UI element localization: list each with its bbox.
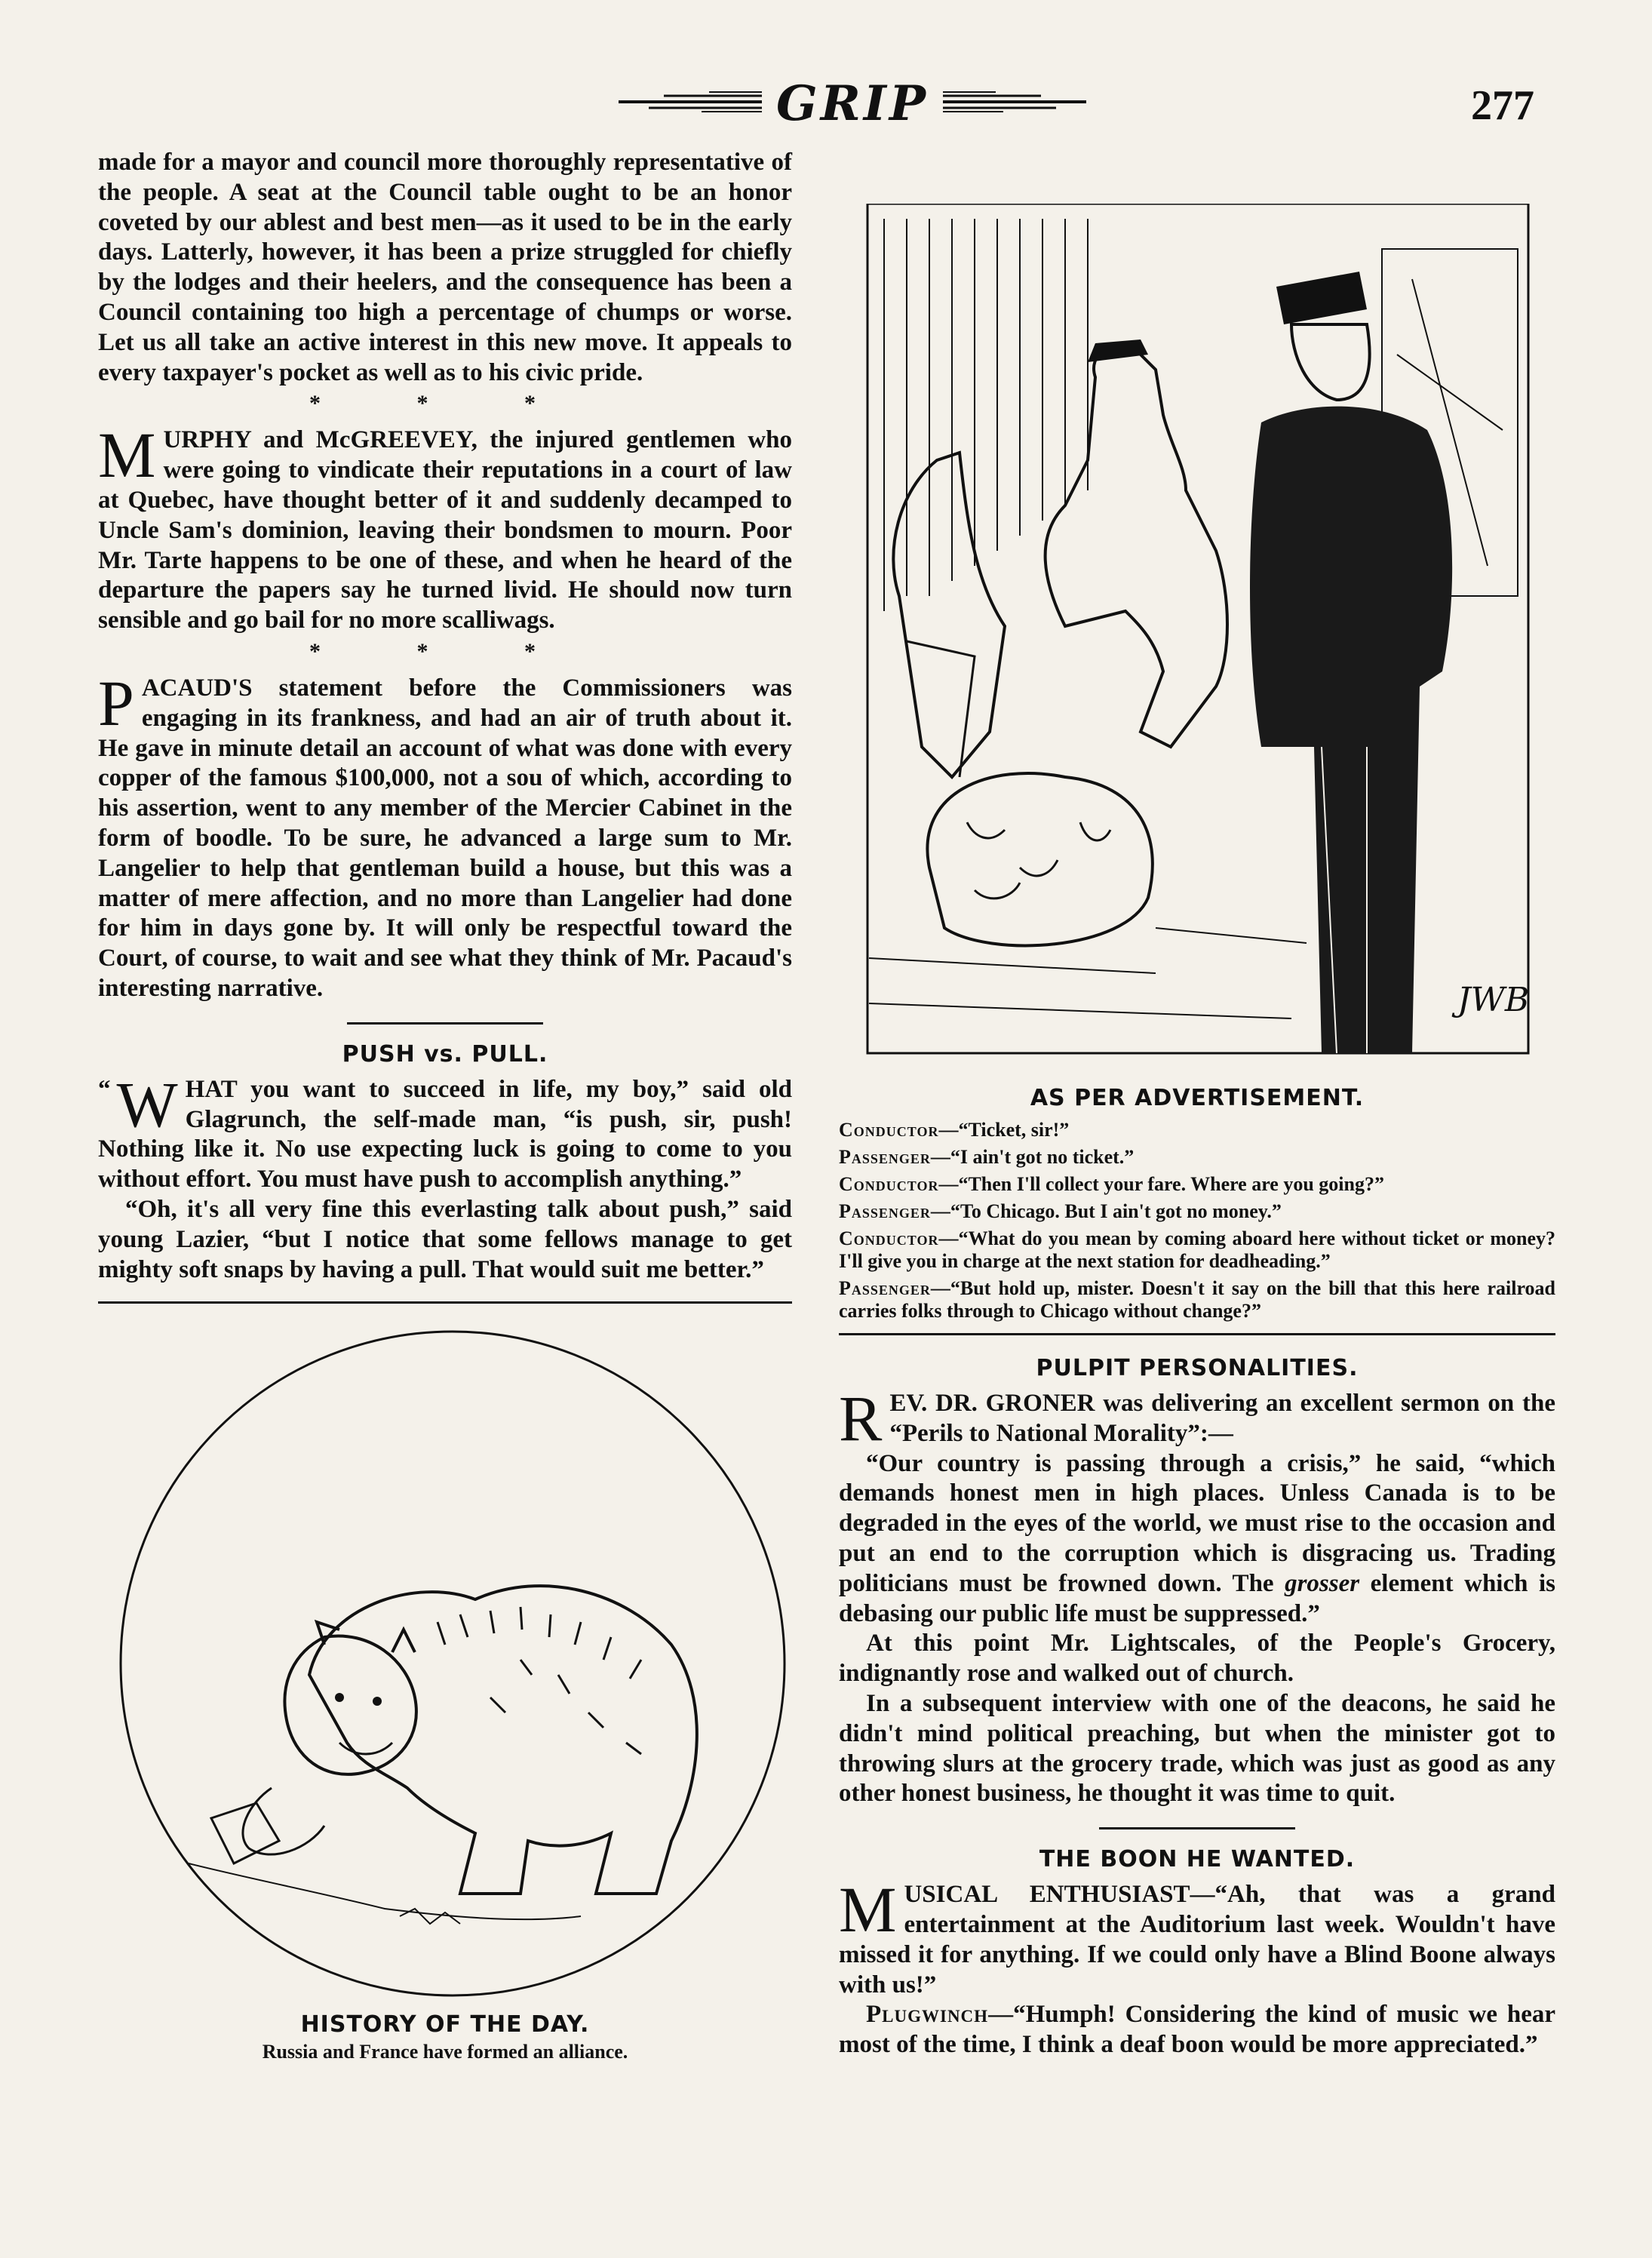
masthead (0, 75, 1652, 136)
pacaud-paragraph (98, 666, 792, 1004)
history-caption: HISTORY OF THE DAY. (300, 2011, 590, 2038)
speaker-label: Conductor (839, 1227, 939, 1249)
masthead-left-rule (619, 91, 762, 113)
artist-signature: JWB (1457, 981, 1530, 1019)
dialog-line (839, 1146, 1555, 1169)
dialog-text: —“But hold up, mister. Doesn't it say on the bill that this here railroad carries folks through to Chicago without change?” (839, 1277, 1555, 1322)
dialog-text: —“What do you mean by coming aboard here without ticket or money? I'll give you in charge at the next station for deadheading.” (839, 1227, 1555, 1272)
open-quote: “ (98, 1075, 111, 1103)
masthead-title: GRIP (776, 75, 929, 132)
speaker-label: Plugwinch (866, 2001, 989, 2029)
pulpit-text-2a: “Our country is passing through a crisis,” he said, “which demands honest men in high places. Unless Canada is to be degraded in the eyes of the world, we must rise to the occasion and put an end to the corruption which is disgracing us. Trading politicians must be frowned down. The (839, 1449, 1555, 1597)
speaker-label: Passenger (839, 1200, 931, 1222)
murphy-paragraph (98, 419, 792, 636)
speaker-label: Conductor (839, 1119, 939, 1141)
dialog-line (839, 1119, 1555, 1141)
pulpit-paragraph-3: At this point Mr. Lightscales, of the People's Grocery, indignantly rose and walked out of church. (839, 1630, 1555, 1688)
push-pull-heading: PUSH vs. PULL. (342, 1040, 548, 1068)
dialog-line (839, 1200, 1555, 1223)
boon-text-2: —“Humph! Considering the kind of music we hear most of the time, I think a deaf boon would be more appreciated.” (839, 2001, 1555, 2059)
pulpit-paragraph-1 (839, 1382, 1555, 1455)
push-pull-paragraph-2: “Oh, it's all very fine this everlasting talk about push,” said young Lazier, “but I notice that some fellows manage to get mighty soft snaps by having a pull. That would suit me better.” (98, 1195, 792, 1283)
murphy-text: URPHY and McGREEVEY, the injured gentlemen who were going to vindicate their reputations in a court of law at Quebec, have thought better of it and suddenly decamped to Uncle Sam's dominion, leaving their bondsmen to mourn. Poor Mr. Tarte happens to be one of these, and when he heard of the departure the papers say he turned livid. He should now turn sensible and go bail for no more scalliwags. (98, 426, 792, 634)
boon-paragraph-1 (839, 1873, 1555, 2000)
speaker-label: Conductor (839, 1173, 939, 1195)
dialog-text: —“Then I'll collect your fare. Where are you going?” (938, 1173, 1384, 1195)
history-subcaption: Russia and France have formed an alliance. (262, 2041, 628, 2063)
masthead-right-rule (943, 91, 1086, 113)
push-pull-text-1: HAT you want to succeed in life, my boy,” said old Glagrunch, the self-made man, “is push, sir, push! Nothing like it. No use expecting luck is going to come to you without effort. You must have push to accomplish anything.” (98, 1075, 792, 1194)
push-pull-paragraph-1 (98, 1068, 792, 1195)
intro-paragraph: made for a mayor and council more thoroughly representative of the people. A seat at the Council table ought to be an honor coveted by our ablest and best men—as it used to be in the early days. Latterly, however, it has been a prize struggled for chiefly by the lodges and their heelers, and the consequence has been a Council containing too high a percentage of chumps or worse. Let us all take an active interest in this new move. It appeals to every taxpayer's pocket as well as to his civic pride. (98, 149, 792, 386)
pulpit-text-2b: element which is debasing our public life must be suppressed.” (839, 1569, 1555, 1627)
boon-text-1: USICAL ENTHUSIAST—“Ah, that was a grand entertainment at the Auditorium last week. Wouldn't have missed it for anything. If we could only have a Blind Boone always with us!” (839, 1881, 1555, 1998)
dialog-text: —“To Chicago. But I ain't got no money.” (930, 1200, 1282, 1222)
dropcap: M (98, 419, 156, 492)
dialog-line (839, 1277, 1555, 1323)
section-divider-stars: * * * (309, 391, 581, 416)
pulpit-italic-word: grosser (1285, 1569, 1360, 1597)
section-rule (98, 1301, 792, 1304)
section-rule (839, 1333, 1555, 1335)
pulpit-paragraph-2 (839, 1449, 1555, 1630)
dialog-line (839, 1227, 1555, 1273)
right-column (839, 148, 1555, 2060)
left-column (98, 148, 792, 2063)
pulpit-heading: PULPIT PERSONALITIES. (1036, 1355, 1359, 1381)
page-number: 277 (1471, 82, 1534, 129)
speaker-label: Passenger (839, 1146, 931, 1168)
dialog-text: —“I ain't got no ticket.” (930, 1146, 1135, 1168)
boon-paragraph-2 (839, 2000, 1555, 2060)
bear-illustration (98, 1320, 792, 2007)
train-cartoon-illustration (839, 204, 1555, 1079)
dropcap: P (98, 666, 134, 739)
dropcap: M (839, 1873, 897, 1946)
pacaud-text: ACAUD'S statement before the Commissioners was engaging in its frankness, and had an air of truth about it. He gave in minute detail an account of what was done with every copper of the famous $100,000, not a sou of which, according to his assertion, went to any member of the Mercier Cabinet in the form of boodle. To be sure, he advanced a large sum to Mr. Langelier to help that gentleman build a house, but this was a matter of mere affection, and no more than Langelier had done for him in days gone by. It will only be respectful toward the Court, of course, to wait and see what they think of Mr. Pacaud's interesting narrative. (98, 674, 792, 1002)
dropcap: R (839, 1382, 883, 1455)
speaker-label: Passenger (839, 1277, 931, 1299)
dialog-text: —“Ticket, sir!” (938, 1119, 1070, 1141)
boon-heading: THE BOON HE WANTED. (1039, 1846, 1356, 1873)
section-rule (347, 1022, 543, 1025)
cartoon-dialog (839, 1119, 1555, 1323)
dropcap: W (116, 1068, 178, 1141)
pulpit-paragraph-4: In a subsequent interview with one of the deacons, he said he didn't mind political preaching, but when the minister got to throwing slurs at the grocery trade, which was just as good as any other honest business, he thought it was time to quit. (839, 1689, 1555, 1808)
pulpit-text-1: EV. DR. GRONER was delivering an excellent sermon on the “Perils to National Morality”:— (889, 1390, 1555, 1447)
section-rule (1099, 1827, 1295, 1829)
cartoon-caption: AS PER ADVERTISEMENT. (1030, 1085, 1365, 1111)
section-divider-stars: * * * (309, 638, 581, 664)
dialog-line (839, 1173, 1555, 1196)
